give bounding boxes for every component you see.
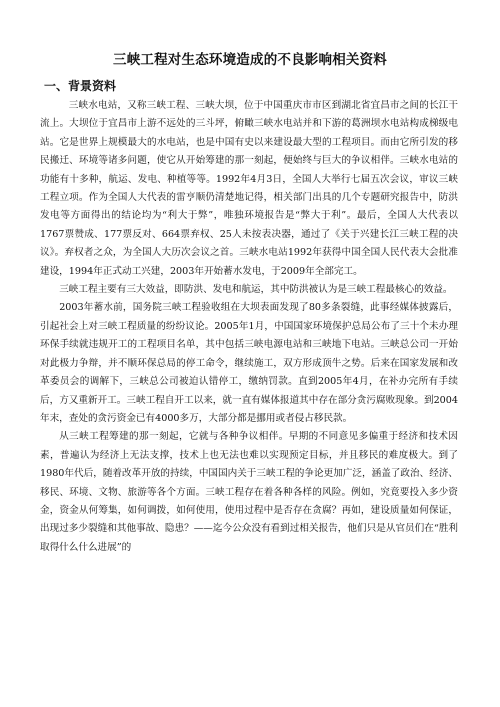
paragraph: 三峡水电站，又称三峡工程、三峡大坝，位于中国重庆市市区到湖北省宜昌市之间的长江干流上。大坝位于宜昌市上游不远处的三斗坪，俯瞰三峡水电站并和下游的葛洲坝水电站构成梯级电站。它是世界上规模最大的水电站，也是中国有史以来建设最大型的工程项目。而由它所引发的移民搬迁、环境等诸多问题，使它从开始筹建的那一刻起，便始终与巨大的争议相伴。三峡水电站的功能有十多种，航运、发电、种植等等。1992年4月3日，全国人大举行七届五次会议，审议三峡工程立项。作为全国人大代表的雷亨顺仍清楚地记得，相关部门出具的几个专题研究报告中，防洪发电等方面得出的结论均为“利大于弊”，唯独环境报告是“弊大于利”。最后，全国人大代表以1767票赞成、177票反对、664票弃权、25人未按表决器，通过了《关于兴建长江三峡工程的决议》。弃权者之众，为全国人大历次会议之首。三峡水电站1992年获得中国全国人民代表大会批准建设，1994年正式动工兴建，2003年开始蓄水发电，于2009年全部完工。 (40, 100, 458, 277)
section-heading: 一、背景资料 (44, 79, 117, 93)
paragraph: 2003年蓄水前，国务院三峡工程验收组在大坝表面发现了80多条裂缝，此事经媒体披露后，引起社会上对三峡工程质量的纷纷议论。2005年1月，中国国家环境保护总局公布了三十个未办理环保手续就违规开工的工程项目名单，其中包括三峡电源电站和三峡地下电站。三峡总公司一开始对此极力争辩，并不顺环保总局的停工命令，继续施工，双方形成顶牛之势。后来在国家发展和改革委员会的调解下，三峡总公司被迫认错停工，缴纳罚款。直到2005年4月，在补办完所有手续后，方又重新开工。三峡工程自开工以来，就一直有媒体报道其中存在部分贪污腐败现象。到2004年末，查处的贪污资金已有4000多万，大部分都是挪用或者侵占移民款。 (40, 302, 458, 424)
paragraph: 从三峡工程筹建的那一刻起，它就与各种争议相伴。早期的不同意见多偏重于经济和技术因素，普遍认为经济上无法支撑，技术上也无法也难以实现预定目标，并且移民的难度极大。到了1980年代后，随着改革开放的持续，中国国内关于三峡工程的争论更加广泛，涵盖了政治、经济、移民、环境、文物、旅游等各个方面。三峡工程存在着各种各样的风险。例如，究竟要投入多少资金，资金从何筹集，如何调拨，如何使用，使用过程中是否存在贪腐？再如，建设质量如何保证，出现过多少裂缝和其他事故、隐患？——迄今公众没有看到过相关报告，他们只是从官员们在“胜利取得什么什么进展”的 (40, 431, 458, 553)
paragraph: 三峡工程主要有三大效益，即防洪、发电和航运，其中防洪被认为是三峡工程最核心的效益。 (59, 284, 453, 296)
document-title: 三峡工程对生态环境造成的不良影响相关资料 (113, 52, 387, 68)
document-body (40, 97, 458, 557)
